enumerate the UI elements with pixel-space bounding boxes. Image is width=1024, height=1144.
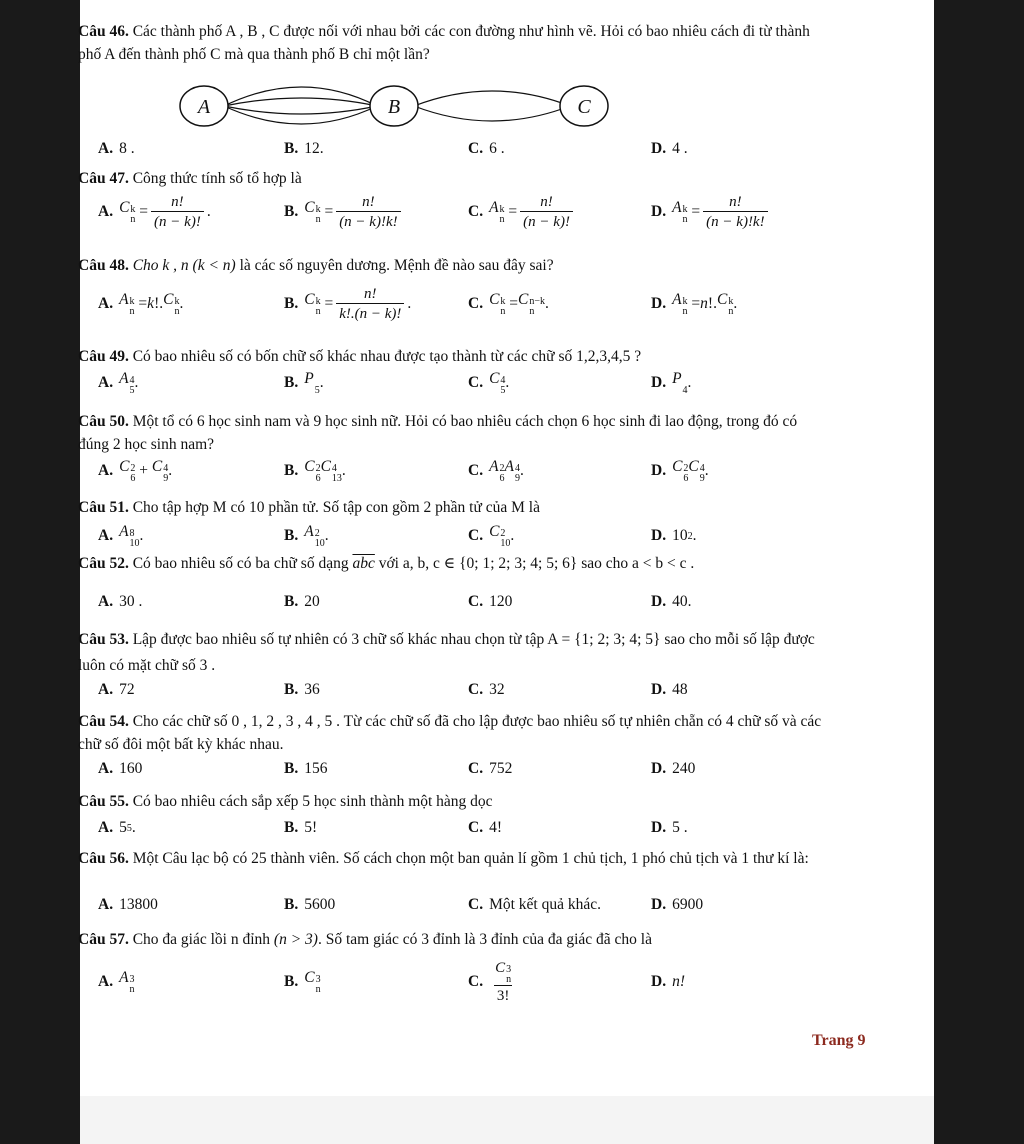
road-ab-1 — [224, 87, 377, 106]
option-d[interactable]: D. C 2 6 C 4 9 . — [651, 458, 709, 484]
option-b[interactable]: B. C k n = $\frac{n!}{k!.(n - k)!}$ . — [284, 285, 412, 322]
question-56 — [78, 847, 823, 870]
option-c[interactable]: C. 120 — [468, 593, 513, 610]
option-c[interactable]: C. 4! — [468, 819, 502, 836]
option-b[interactable]: B. C k n = $\frac{n!}{(n - k)!k!}$ — [284, 192, 404, 232]
option-b[interactable]: B. 12. — [284, 140, 324, 157]
city-road-diagram — [172, 78, 622, 138]
question-48 — [78, 254, 818, 277]
option-d[interactable]: D. 6900 — [651, 896, 704, 913]
question-number: Câu 48. — [78, 257, 129, 274]
question-55 — [78, 790, 818, 813]
option-b[interactable]: B. A 2 10 . — [284, 523, 329, 549]
option-a[interactable]: A. 160 — [98, 760, 143, 777]
q57-options — [98, 960, 798, 1004]
option-a[interactable]: A. 13800 — [98, 896, 158, 913]
question-text: Các thành phố A , B , C được nối với nhau bởi các con đường như hình vẽ. Hỏi có bao nhiêu cách đi từ thành phố A đến thành phố C mà qua thành phố B chỉ một lần? — [78, 23, 810, 63]
q49-options — [98, 368, 798, 398]
option-d[interactable]: D. A k n = $\frac{n!}{(n - k)!k!}$ — [651, 192, 771, 232]
question-condition: (k < n) — [192, 257, 236, 274]
question-text: Công thức tính số tổ hợp là — [132, 170, 302, 187]
question-number: Câu 49. — [78, 348, 129, 365]
option-c[interactable]: C. C 2 10 . — [468, 523, 515, 549]
option-c[interactable]: C. A 2 6 A 4 9 . — [468, 458, 524, 484]
road-bc-1 — [414, 91, 570, 106]
q52-options — [98, 587, 798, 617]
q56-options — [98, 890, 798, 920]
road-ab-2 — [224, 98, 377, 106]
question-text: Một tổ có 6 học sinh nam và 9 học sinh nữ. Hỏi có bao nhiêu cách chọn 6 học sinh đi lao động, trong đó có đúng 2 học sinh nam? — [78, 413, 798, 453]
option-c[interactable]: C. 752 — [468, 760, 513, 777]
option-d[interactable]: D. A k n = n !. C k n . — [651, 291, 738, 317]
option-d[interactable]: D. P 4 . — [651, 370, 692, 396]
question-51 — [78, 496, 818, 519]
option-a[interactable]: A. 30 . — [98, 593, 143, 610]
option-b[interactable]: B. 5600 — [284, 896, 336, 913]
option-b[interactable]: B. P 5 . — [284, 370, 324, 396]
option-d[interactable]: D. 10 2 . — [651, 527, 697, 544]
option-c[interactable]: C. C 3 n 3! — [468, 959, 512, 1004]
q48-options — [98, 283, 798, 325]
question-text: Có bao nhiêu số có ba chữ số dạng — [132, 555, 349, 572]
question-number: Câu 56. — [78, 850, 129, 867]
question-47 — [78, 167, 818, 190]
question-46 — [78, 20, 818, 66]
city-b-label: B — [387, 96, 401, 118]
question-condition: (n > 3) — [273, 931, 318, 948]
option-d[interactable]: D. 4 . — [651, 140, 688, 157]
option-d[interactable]: D. 5 . — [651, 819, 688, 836]
q50-options — [98, 456, 798, 486]
question-number: Câu 51. — [78, 499, 129, 516]
question-number: Câu 57. — [78, 931, 129, 948]
q54-options — [98, 754, 798, 784]
option-b[interactable]: B. 20 — [284, 593, 320, 610]
question-number: Câu 50. — [78, 413, 129, 430]
option-a[interactable]: A. A 3 n — [98, 969, 135, 995]
question-text-end: là các số nguyên dương. Mệnh đề nào sau đây sai? — [239, 257, 554, 274]
number-form: $\overline{abc}$ — [352, 555, 375, 572]
q53-options — [98, 675, 798, 705]
question-text: Một Câu lạc bộ có 25 thành viên. Số cách chọn một ban quản lí gồm 1 chủ tịch, 1 phó chủ tịch và 1 thư kí là: — [132, 850, 809, 867]
question-number: Câu 47. — [78, 170, 129, 187]
question-text-end: . Số tam giác có 3 đỉnh là 3 đỉnh của đa giác đã cho là — [317, 931, 652, 948]
option-b[interactable]: B. C 3 n — [284, 969, 321, 995]
question-number: Câu 54. — [78, 713, 129, 730]
option-c[interactable]: C. Một kết quả khác. — [468, 896, 601, 913]
q47-options — [98, 192, 798, 232]
question-number: Câu 55. — [78, 793, 129, 810]
question-49 — [78, 345, 818, 368]
question-number: Câu 53. — [78, 631, 129, 648]
option-a[interactable]: A. 72 — [98, 681, 135, 698]
q51-options — [98, 521, 798, 551]
question-54 — [78, 710, 823, 756]
question-text: Có bao nhiêu cách sắp xếp 5 học sinh thành một hàng dọc — [132, 793, 493, 810]
city-c-label: C — [577, 96, 591, 118]
option-d[interactable]: D. 40. — [651, 593, 692, 610]
option-a[interactable]: A. 5 5 . — [98, 819, 136, 836]
question-text: Cho các chữ số 0 , 1, 2 , 3 , 4 , 5 . Từ các chữ số đã cho lập được bao nhiêu số tự nhiên chẵn có 4 chữ số và các chữ số đôi một bất kỳ khác nhau. — [78, 713, 822, 753]
question-text: Có bao nhiêu số có bốn chữ số khác nhau được tạo thành từ các chữ số 1,2,3,4,5 ? — [132, 348, 642, 365]
option-c[interactable]: C. C 4 5 . — [468, 370, 510, 396]
q55-options — [98, 813, 798, 843]
road-bc-2 — [414, 106, 570, 121]
page-bottom-strip — [80, 1096, 934, 1144]
road-ab-3 — [224, 106, 377, 114]
option-c[interactable]: C. 6 . — [468, 140, 505, 157]
city-a-label: A — [197, 96, 211, 118]
question-text: Cho đa giác lồi n đỉnh — [132, 931, 271, 948]
option-b[interactable]: B. C 2 6 C 4 13 . — [284, 458, 346, 484]
question-number: Câu 46. — [78, 23, 129, 40]
option-c[interactable]: C. 32 — [468, 681, 505, 698]
road-ab-4 — [224, 106, 377, 124]
question-52 — [78, 552, 838, 575]
option-d[interactable]: D. 48 — [651, 681, 688, 698]
question-text: Cho k , n — [132, 257, 189, 274]
question-text: Cho tập hợp M có 10 phần tử. Số tập con gồm 2 phần tử của M là — [132, 499, 540, 516]
option-d[interactable]: D. n! — [651, 973, 685, 990]
q46-options — [98, 134, 798, 164]
question-50 — [78, 410, 818, 456]
page-number: Trang 9 — [812, 1032, 866, 1049]
option-a[interactable]: A. 8 . — [98, 140, 135, 157]
question-text: Lập được bao nhiêu số tự nhiên có 3 chữ số khác nhau chọn từ tập A = {1; 2; 3; 4; 5} sao cho mỗi số lập được luôn có mặt chữ số 3 . — [78, 631, 815, 674]
option-c[interactable]: C. C k n = C n−k n . — [468, 291, 549, 317]
option-d[interactable]: D. 240 — [651, 760, 696, 777]
option-a[interactable]: A. C k n = $\frac{n!}{(n - k)!}$ . — [98, 193, 211, 230]
option-a[interactable]: A. C 2 6 + C 4 9 . — [98, 458, 173, 484]
option-b[interactable]: B. 156 — [284, 760, 328, 777]
option-c[interactable]: C. A k n = $\frac{n!}{(n - k)!}$ — [468, 192, 576, 232]
question-53 — [78, 627, 823, 679]
question-text-end: với a, b, c ∈ {0; 1; 2; 3; 4; 5; 6} sao cho a < b < c . — [378, 555, 695, 572]
option-a[interactable]: A. A k n = k !. C k n . — [98, 291, 184, 317]
option-b[interactable]: B. 36 — [284, 681, 320, 698]
option-a[interactable]: A. A 4 5 . — [98, 370, 139, 396]
question-57 — [78, 928, 818, 951]
option-a[interactable]: A. A 8 10 . — [98, 523, 144, 549]
option-b[interactable]: B. 5! — [284, 819, 318, 836]
question-number: Câu 52. — [78, 555, 129, 572]
